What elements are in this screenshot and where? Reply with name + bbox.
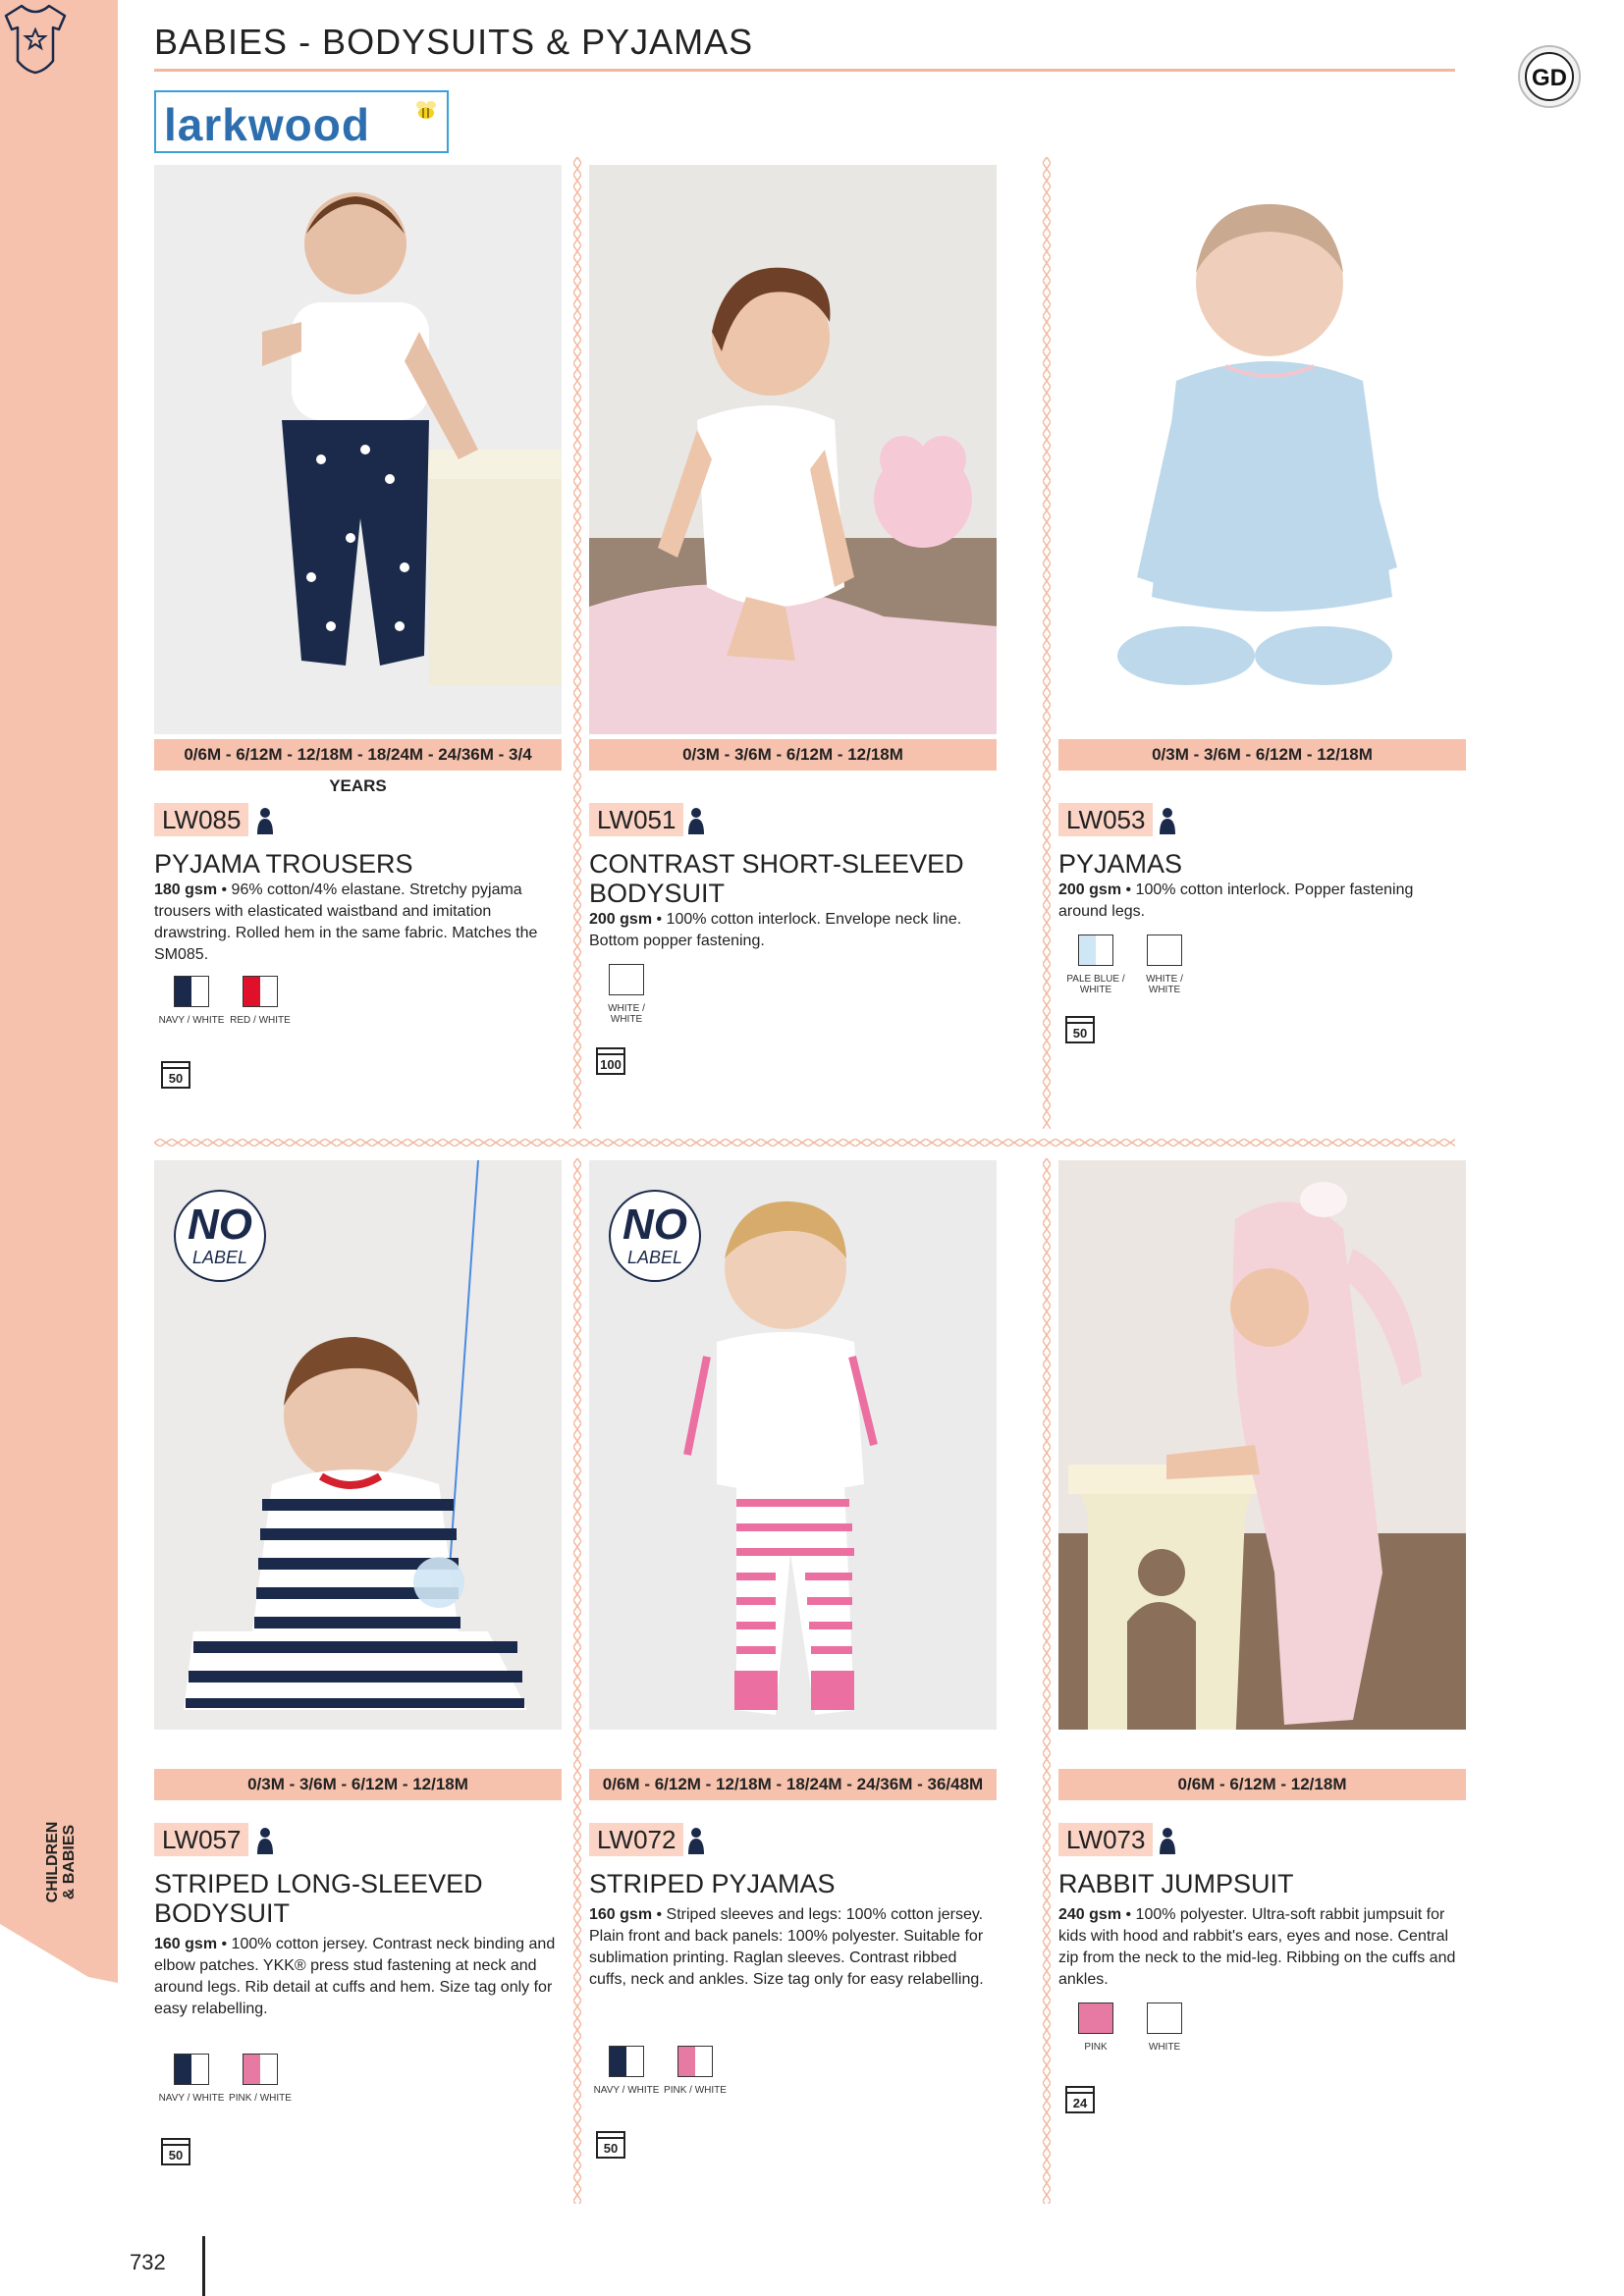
sidebar — [0, 0, 118, 2296]
fabric-weight: 240 gsm — [1058, 1906, 1122, 1923]
colour-label: NAVY / WHITE — [593, 2085, 660, 2096]
colour-swatch — [1078, 934, 1113, 966]
no-label-small: LABEL — [191, 1248, 248, 1267]
product-name: STRIPED PYJAMAS — [589, 1869, 836, 1898]
baby-icon — [1157, 1827, 1178, 1856]
colour-label: WHITE / WHITE — [608, 1003, 645, 1025]
product-photo — [154, 1160, 562, 1730]
fabric-weight: 160 gsm — [589, 1906, 653, 1923]
product-description — [1058, 880, 1461, 923]
baby-icon — [685, 807, 707, 836]
colour-label: PALE BLUE / WHITE — [1066, 974, 1125, 995]
colour-label: WHITE — [1148, 2042, 1181, 2053]
product-description — [154, 880, 557, 966]
colour-label: PINK — [1084, 2042, 1108, 2053]
product-description — [589, 909, 992, 952]
fabric-weight: 200 gsm — [589, 911, 653, 928]
colour-label: PINK / WHITE — [664, 2085, 727, 2096]
pack-quantity: 24 — [1072, 2096, 1088, 2110]
product-code: LW085 — [154, 803, 248, 836]
product-photo — [1058, 165, 1466, 734]
fabric-weight: 160 gsm — [154, 1936, 218, 1952]
bodysuit-icon — [0, 0, 71, 79]
product-code: LW073 — [1058, 1823, 1153, 1856]
description-text: • 100% cotton jersey. Contrast neck binding and elbow patches. YKK® press stud fastening at neck and around legs. Rib detail at cuffs and hem. Size tag only for easy relabelling. — [154, 1936, 556, 2017]
colour-swatch — [1147, 934, 1182, 966]
pack-quantity-icon — [595, 1046, 626, 1076]
product-description — [154, 1934, 557, 2020]
size-range: 0/3M - 3/6M - 6/12M - 12/18M — [589, 739, 997, 771]
product-photo — [589, 1160, 997, 1730]
product-name: STRIPED LONG-SLEEVED BODYSUIT — [154, 1869, 483, 1928]
pack-quantity: 100 — [600, 1057, 622, 1072]
pack-quantity: 50 — [168, 1071, 184, 1086]
product-name: RABBIT JUMPSUIT — [1058, 1869, 1294, 1898]
colour-label: NAVY / WHITE — [158, 2093, 225, 2104]
pack-quantity-icon — [595, 2130, 626, 2160]
svg-text:GD: GD — [1532, 65, 1567, 91]
page-title: BABIES - BODYSUITS & PYJAMAS — [154, 22, 754, 62]
size-range: 0/6M - 6/12M - 12/18M - 18/24M - 24/36M - 36/48M — [589, 1769, 997, 1800]
colour-swatch — [1078, 2002, 1113, 2034]
colour-swatch — [1147, 2002, 1182, 2034]
product-description — [1058, 1904, 1461, 1991]
no-label-big: NO — [188, 1201, 252, 1249]
product-description — [589, 1904, 992, 1991]
baby-icon — [1157, 807, 1178, 836]
pack-quantity: 50 — [1072, 1026, 1088, 1041]
gd-logo — [1517, 44, 1582, 109]
product-photo — [154, 165, 562, 734]
baby-icon — [254, 807, 276, 836]
pack-quantity: 50 — [603, 2141, 619, 2156]
baby-icon — [254, 1827, 276, 1856]
product-code: LW053 — [1058, 803, 1153, 836]
colour-swatch — [609, 964, 644, 995]
product-code: LW057 — [154, 1823, 248, 1856]
size-range: 0/6M - 6/12M - 12/18M - 18/24M - 24/36M - 3/4 YEARS — [154, 739, 562, 771]
colour-swatch — [174, 2054, 209, 2085]
no-label-small: LABEL — [626, 1248, 683, 1267]
no-label-badge — [609, 1190, 701, 1282]
colour-label: WHITE / WHITE — [1146, 974, 1183, 995]
pack-quantity-icon — [1064, 2085, 1096, 2114]
section-label-text: CHILDREN & BABIES — [44, 1821, 78, 1903]
section-label — [22, 1806, 100, 1934]
column-divider — [1043, 157, 1051, 1129]
product-code: LW072 — [589, 1823, 683, 1856]
column-divider — [573, 1158, 581, 2204]
description-text: • 96% cotton/4% elastane. Stretchy pyjama trousers with elasticated waistband and imitation drawstring. Rolled hem in the same fabric. Matches the SM085. — [154, 881, 538, 963]
row-divider — [154, 1139, 1455, 1147]
size-range: 0/6M - 6/12M - 12/18M — [1058, 1769, 1466, 1800]
product-name: CONTRAST SHORT-SLEEVED BODYSUIT — [589, 849, 964, 908]
fabric-weight: 180 gsm — [154, 881, 218, 898]
pack-quantity-icon — [160, 2137, 191, 2166]
colour-swatch — [243, 2054, 278, 2085]
colour-swatch — [243, 976, 278, 1007]
description-text: • 100% cotton interlock. Popper fastening around legs. — [1058, 881, 1414, 920]
colour-label: RED / WHITE — [230, 1015, 291, 1026]
product-name: PYJAMAS — [1058, 849, 1183, 879]
description-text: • 100% cotton interlock. Envelope neck line. Bottom popper fastening. — [589, 911, 962, 949]
colour-swatch — [174, 976, 209, 1007]
pack-quantity-icon — [1064, 1015, 1096, 1044]
bee-icon — [411, 96, 441, 126]
page-number: 732 — [130, 2250, 166, 2274]
description-text: • 100% polyester. Ultra-soft rabbit jumpsuit for kids with hood and rabbit's ears, eyes and nose. Central zip from the neck to the mid-leg. Ribbing on the cuffs and ankles. — [1058, 1906, 1456, 1988]
page-number-rule — [202, 2236, 205, 2296]
colour-label: NAVY / WHITE — [158, 1015, 225, 1026]
product-code: LW051 — [589, 803, 683, 836]
product-photo — [1058, 1160, 1466, 1730]
column-divider — [1043, 1158, 1051, 2204]
colour-swatch — [609, 2046, 644, 2077]
size-range: 0/3M - 3/6M - 6/12M - 12/18M — [154, 1769, 562, 1800]
size-range: 0/3M - 3/6M - 6/12M - 12/18M — [1058, 739, 1466, 771]
no-label-big: NO — [623, 1201, 687, 1249]
pack-quantity-icon — [160, 1060, 191, 1090]
fabric-weight: 200 gsm — [1058, 881, 1122, 898]
pack-quantity: 50 — [168, 2148, 184, 2163]
product-name: PYJAMA TROUSERS — [154, 849, 413, 879]
colour-swatch — [677, 2046, 713, 2077]
brand-name: larkwood — [164, 99, 370, 150]
no-label-badge — [174, 1190, 266, 1282]
title-rule — [154, 69, 1455, 72]
product-photo — [589, 165, 997, 734]
brand-logo — [154, 90, 449, 153]
sidebar-background — [0, 0, 118, 2296]
description-text: • Striped sleeves and legs: 100% cotton jersey. Plain front and back panels: 100% polyester. Suitable for sublimation printing. Raglan sleeves. Contrast ribbed cuffs, neck and ankles. Size tag only for easy relabelling. — [589, 1906, 984, 1988]
colour-label: PINK / WHITE — [229, 2093, 292, 2104]
column-divider — [573, 157, 581, 1129]
baby-icon — [685, 1827, 707, 1856]
